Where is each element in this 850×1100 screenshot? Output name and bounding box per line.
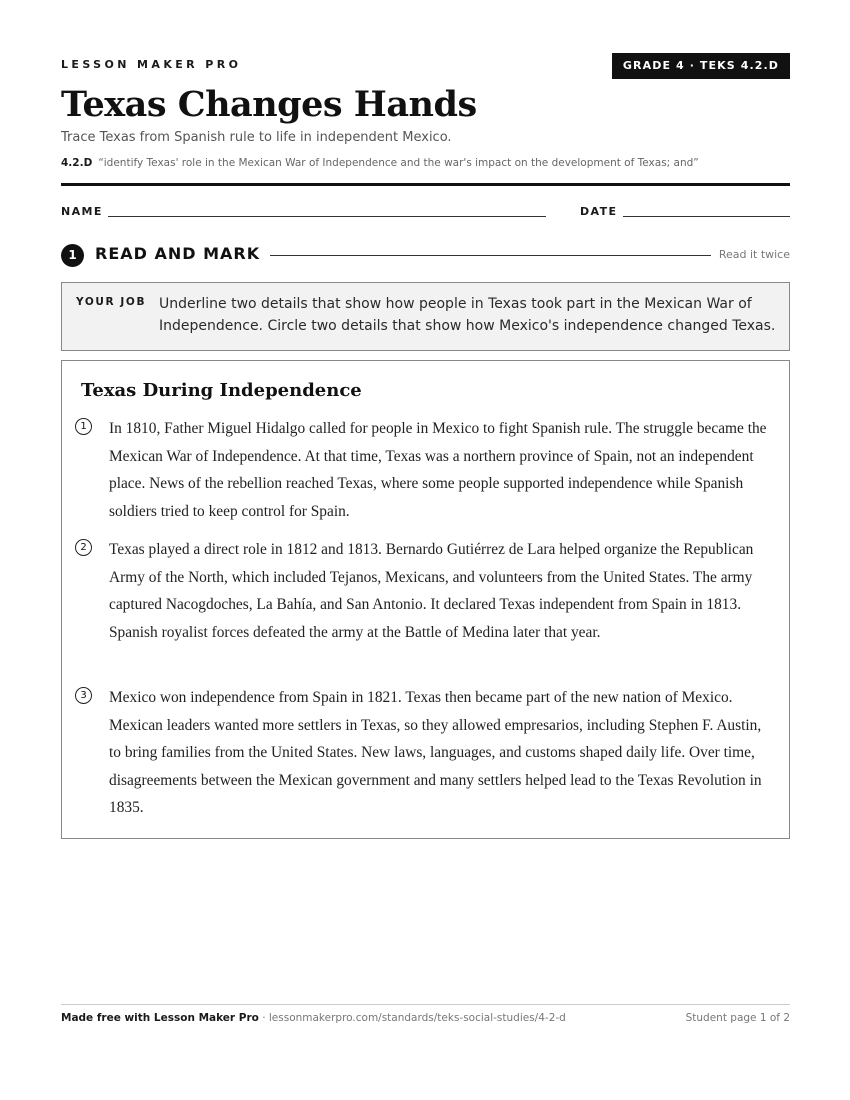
- footer-url: · lessonmakerpro.com/standards/teks-social-studies/4-2-d: [258, 1012, 566, 1024]
- standard-line: [61, 157, 699, 169]
- job-label: YOUR JOB: [76, 296, 147, 308]
- worksheet-page: [61, 0, 790, 1100]
- section-rule: [270, 255, 711, 256]
- footer-credit: [61, 1012, 566, 1024]
- paragraph-number-badge: 3: [75, 687, 92, 704]
- reading-passage-box: [61, 360, 790, 839]
- brand-name: LESSON MAKER PRO: [61, 58, 242, 71]
- footer-divider: [61, 1004, 790, 1005]
- page-subtitle: Trace Texas from Spanish rule to life in independent Mexico.: [61, 130, 452, 145]
- section-note: Read it twice: [718, 248, 790, 261]
- paragraph-number-badge: 1: [75, 418, 92, 435]
- paragraph-text: Mexico won independence from Spain in 1821. Texas then became part of the new nation of Mexico. Mexican leaders wanted more settlers in Texas, so they allowed empresarios, including Stephen F. Austin, to bring families from the United States. New laws, languages, and customs shaped daily life. Over time, disagreements between the Mexican government and many settlers helped lead to the Texas Revolution in 1835.: [109, 689, 762, 816]
- job-instructions-box: [61, 282, 790, 351]
- footer-made-with: Made free with Lesson Maker Pro: [61, 1012, 259, 1024]
- date-field[interactable]: [623, 216, 790, 217]
- grade-badge: GRADE 4 · TEKS 4.2.D: [612, 53, 790, 79]
- section-title: READ AND MARK: [95, 244, 261, 263]
- standard-text: “identify Texas' role in the Mexican War of Independence and the war's impact on the development of Texas; and”: [98, 157, 699, 169]
- date-label: DATE: [580, 205, 618, 218]
- standard-code: 4.2.D: [61, 157, 93, 169]
- section-header: [61, 242, 790, 268]
- paragraph-text: In 1810, Father Miguel Hidalgo called for people in Mexico to fight Spanish rule. The struggle became the Mexican War of Independence. At that time, Texas was a northern province of Spain, not an independent place. News of the rebellion reached Texas, where some people supported independence while Spanish soldiers tried to keep control for Spain.: [109, 420, 767, 520]
- paragraph-text: Texas played a direct role in 1812 and 1813. Bernardo Gutiérrez de Lara helped organize the Republican Army of the North, which included Tejanos, Mexicans, and volunteers from the United States. The army captured Nacogdoches, La Bahía, and San Antonio. It declared Texas independent from Spain in 1813. Spanish royalist forces defeated the army at the Battle of Medina later that year.: [109, 541, 754, 641]
- page-title: Texas Changes Hands: [61, 84, 477, 125]
- name-field[interactable]: [108, 216, 546, 217]
- job-text: Underline two details that show how people in Texas took part in the Mexican War of Independence. Circle two details that show how Mexico's independence changed Texas.: [159, 296, 776, 334]
- footer-page-number: Student page 1 of 2: [685, 1012, 790, 1024]
- reading-title: Texas During Independence: [81, 380, 362, 401]
- section-number-badge: 1: [61, 244, 84, 267]
- header-divider: [61, 183, 790, 186]
- name-label: NAME: [61, 205, 103, 218]
- paragraph-number-badge: 2: [75, 539, 92, 556]
